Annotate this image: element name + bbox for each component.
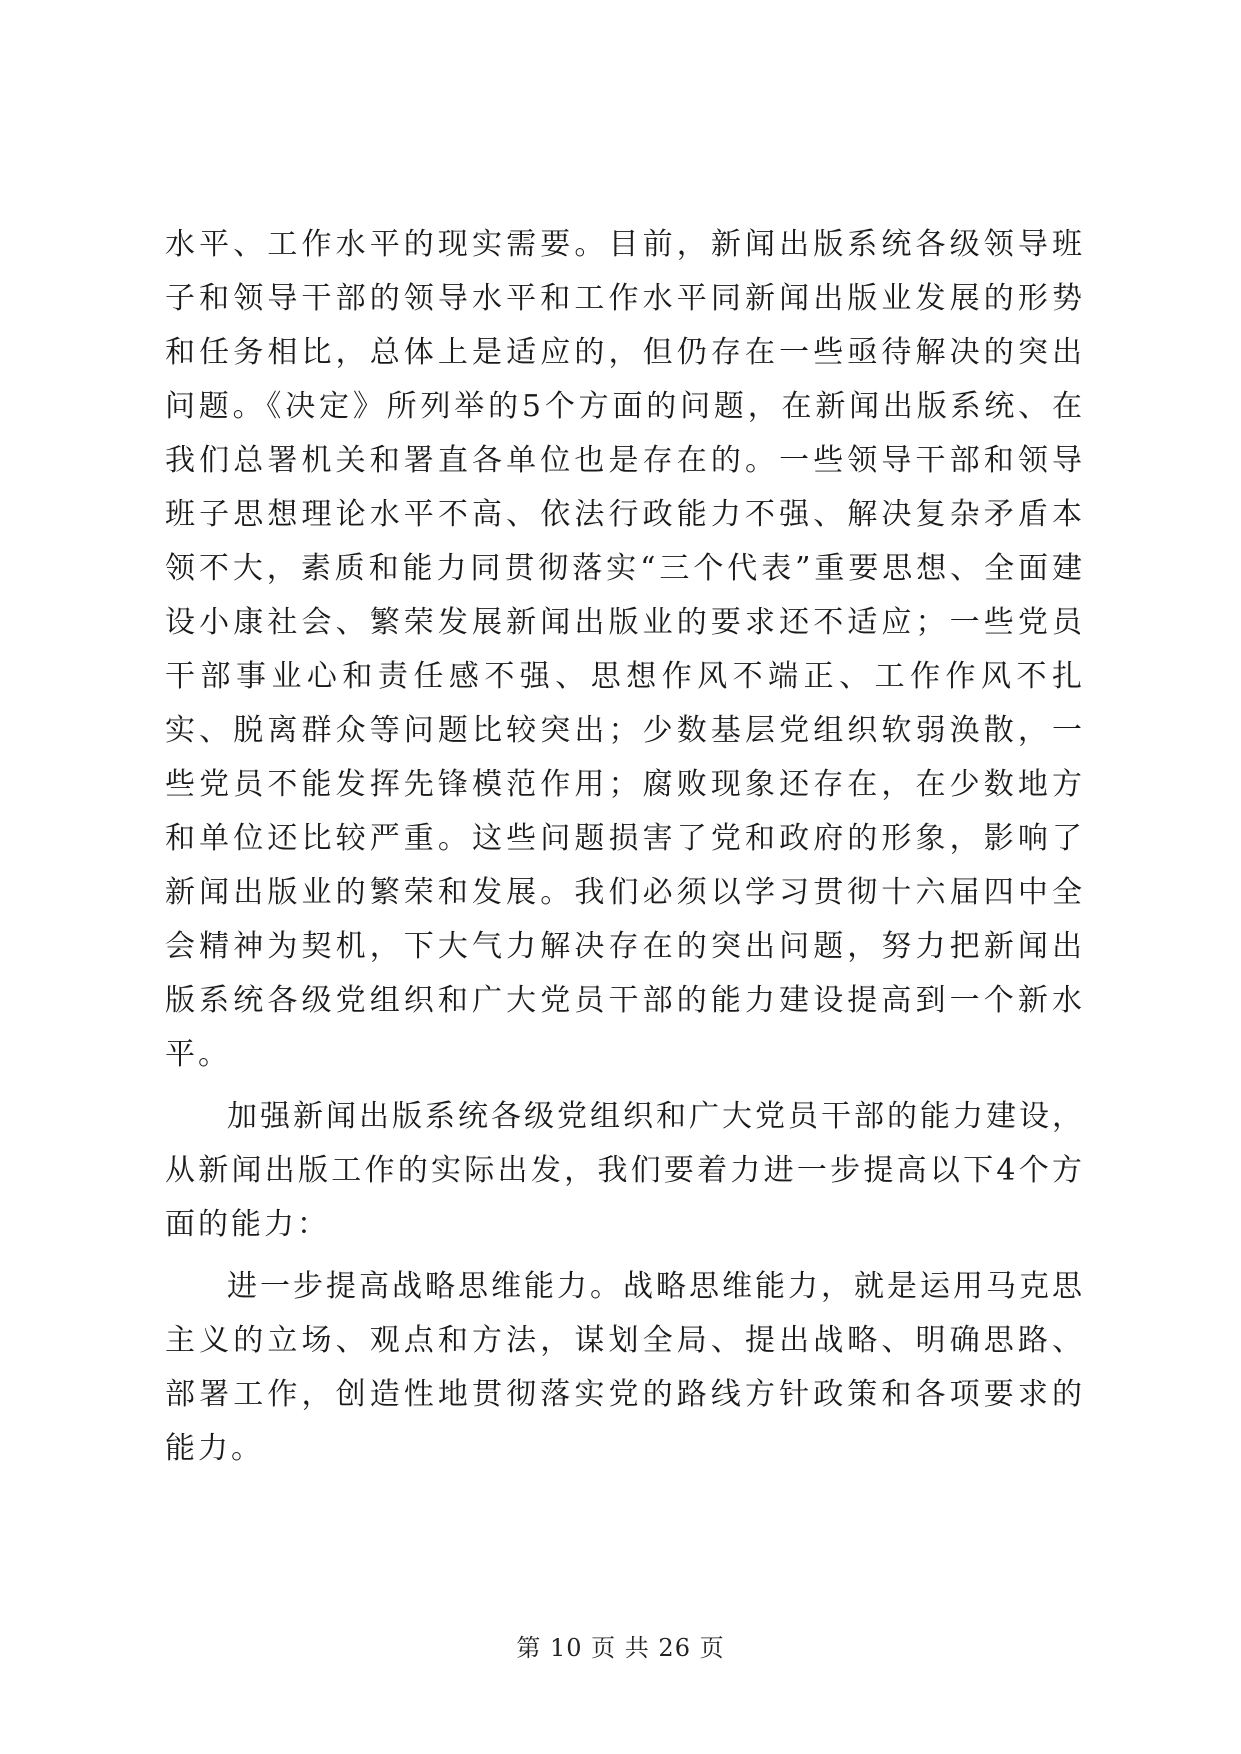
paragraph-2: 加强新闻出版系统各级党组织和广大党员干部的能力建设，从新闻出版工作的实际出发，我们要着力进一步提高以下4个方面的能力：	[165, 1099, 1085, 1242]
page-number-footer: 第 10 页 共 26 页	[516, 1634, 725, 1662]
paragraph-3: 进一步提高战略思维能力。战略思维能力，就是运用马克思主义的立场、观点和方法，谋划全局、提出战略、明确思路、部署工作，创造性地贯彻落实党的路线方针政策和各项要求的能力。	[165, 1269, 1085, 1466]
document-body	[165, 218, 1085, 1484]
paragraph-1: 水平、工作水平的现实需要。目前，新闻出版系统各级领导班子和领导干部的领导水平和工作水平同新闻出版业发展的形势和任务相比，总体上是适应的，但仍存在一些亟待解决的突出问题。《决定》所列举的5个方面的问题，在新闻出版系统、在我们总署机关和署直各单位也是存在的。一些领导干部和领导班子思想理论水平不高、依法行政能力不强、解决复杂矛盾本领不大，素质和能力同贯彻落实“三个代表”重要思想、全面建设小康社会、繁荣发展新闻出版业的要求还不适应；一些党员干部事业心和责任感不强、思想作风不端正、工作作风不扎实、脱离群众等问题比较突出；少数基层党组织软弱涣散，一些党员不能发挥先锋模范作用；腐败现象还存在，在少数地方和单位还比较严重。这些问题损害了党和政府的形象，影响了新闻出版业的繁荣和发展。我们必须以学习贯彻十六届四中全会精神为契机，下大气力解决存在的突出问题，努力把新闻出版系统各级党组织和广大党员干部的能力建设提高到一个新水平。	[165, 227, 1085, 1072]
